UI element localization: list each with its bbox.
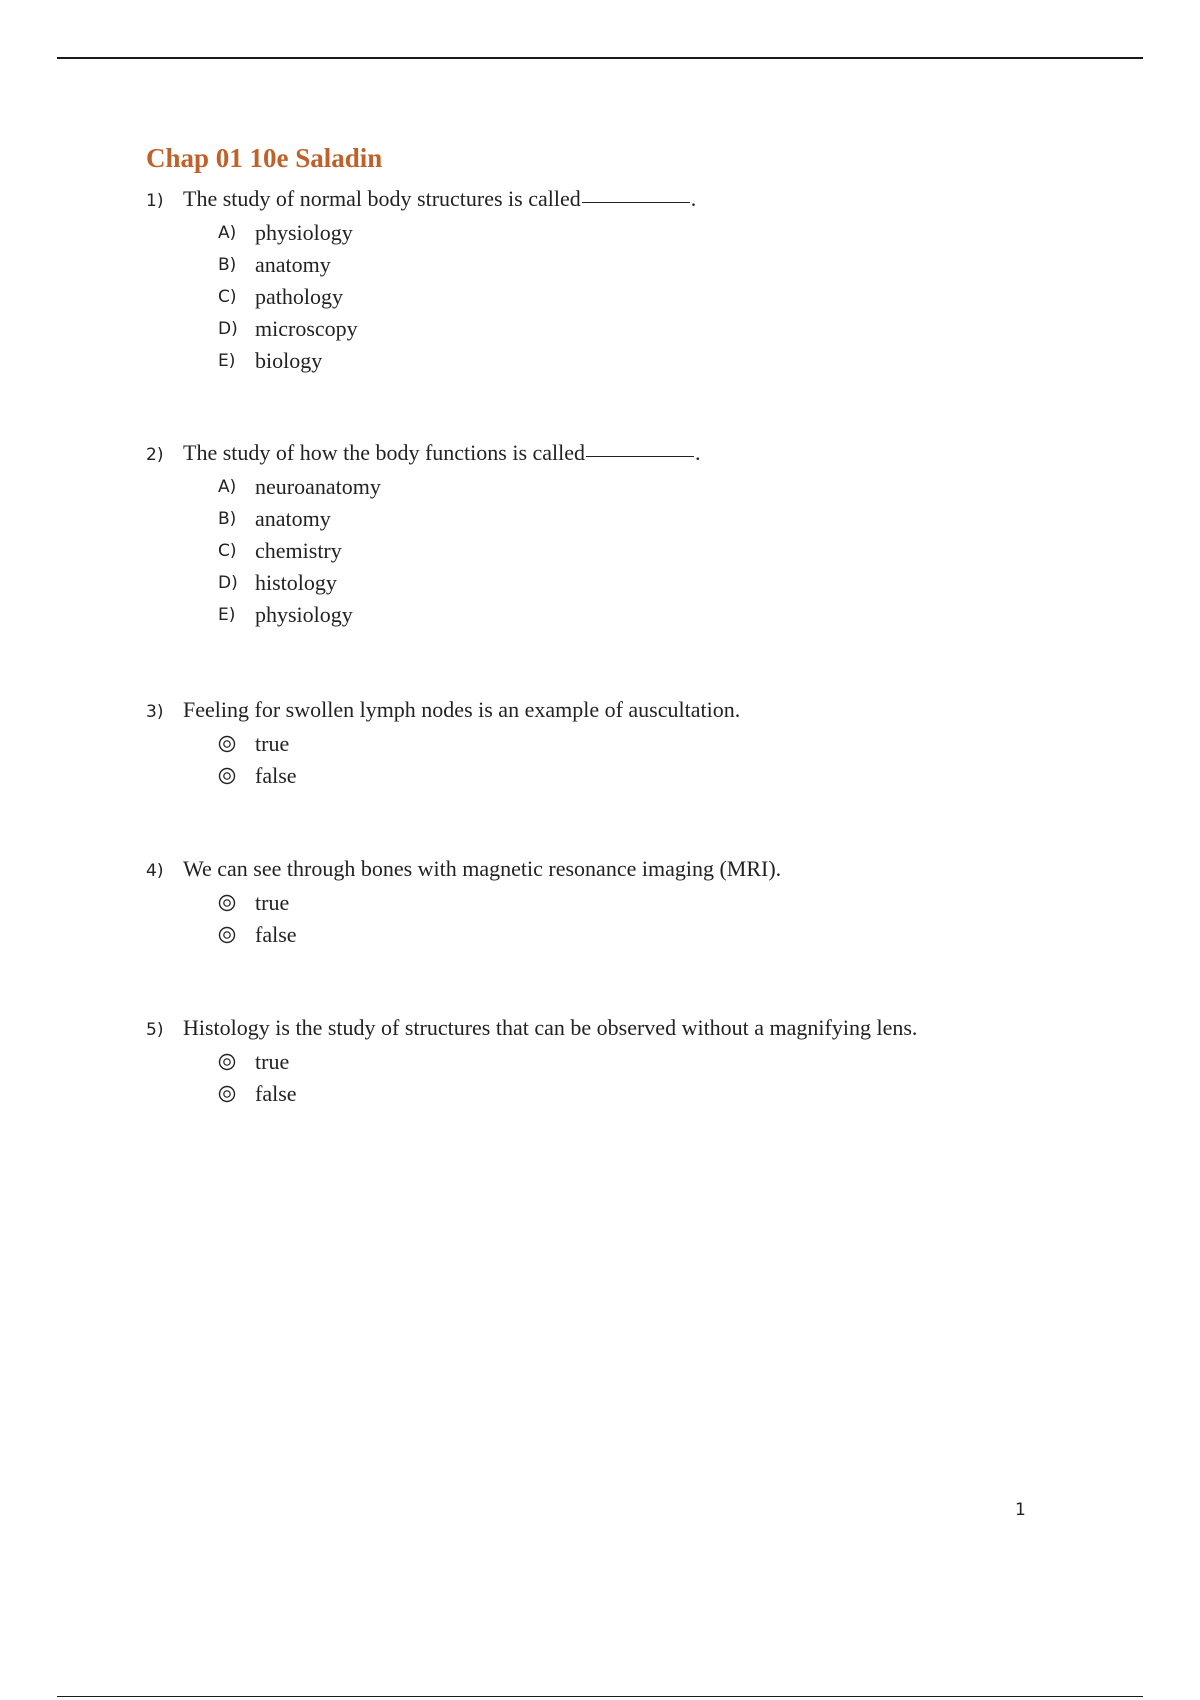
option-c[interactable] [218, 281, 1106, 313]
option-letter: A) [218, 477, 237, 497]
radio-icon[interactable] [218, 767, 255, 785]
option-text: neuroanatomy [255, 474, 381, 499]
option-letter: E) [218, 605, 236, 625]
radio-icon[interactable] [218, 894, 255, 912]
option-text: false [255, 763, 297, 788]
top-rule [57, 57, 1143, 59]
option-text: true [255, 731, 290, 756]
question-text: Histology is the study of structures that can be observed without a magnifying lens. [183, 1015, 918, 1040]
question-stem [146, 694, 1106, 728]
question-text: The study of how the body functions is called . [183, 440, 701, 465]
option-d[interactable] [218, 313, 1106, 345]
option-true[interactable] [218, 728, 1106, 760]
options-list [146, 1046, 1106, 1110]
option-text: pathology [255, 284, 343, 309]
option-letter: B) [218, 255, 237, 275]
question-number: 5) [146, 1020, 164, 1040]
option-true[interactable] [218, 1046, 1106, 1078]
option-text: anatomy [255, 252, 331, 277]
option-d[interactable] [218, 567, 1106, 599]
question-5 [146, 1012, 1106, 1110]
option-a[interactable] [218, 217, 1106, 249]
option-text: microscopy [255, 316, 358, 341]
option-a[interactable] [218, 471, 1106, 503]
option-letter: B) [218, 509, 237, 529]
option-text: physiology [255, 220, 353, 245]
options-list [146, 217, 1106, 377]
option-false[interactable] [218, 1078, 1106, 1110]
radio-icon[interactable] [218, 735, 255, 753]
radio-icon[interactable] [218, 926, 255, 944]
document-title: Chap 01 10e Saladin [146, 143, 383, 173]
option-letter: D) [218, 573, 238, 593]
question-3 [146, 694, 1106, 792]
option-letter: C) [218, 541, 237, 561]
question-number: 2) [146, 445, 164, 465]
option-text: biology [255, 348, 323, 373]
option-c[interactable] [218, 535, 1106, 567]
question-text: The study of normal body structures is called . [183, 186, 697, 211]
option-b[interactable] [218, 249, 1106, 281]
option-text: true [255, 1049, 290, 1074]
option-b[interactable] [218, 503, 1106, 535]
question-text: Feeling for swollen lymph nodes is an example of auscultation. [183, 697, 741, 722]
page-number: 1 [1015, 1500, 1026, 1520]
answer-blank [582, 202, 690, 203]
question-4 [146, 853, 1106, 951]
question-stem [146, 1012, 1106, 1046]
options-list [146, 887, 1106, 951]
option-text: histology [255, 570, 337, 595]
question-text: We can see through bones with magnetic resonance imaging (MRI). [183, 856, 782, 881]
question-stem [146, 853, 1106, 887]
question-1 [146, 183, 1106, 377]
question-number: 3) [146, 702, 164, 722]
option-text: anatomy [255, 506, 331, 531]
option-letter: C) [218, 287, 237, 307]
answer-blank [586, 456, 694, 457]
option-text: chemistry [255, 538, 342, 563]
question-stem [146, 183, 1106, 217]
option-true[interactable] [218, 887, 1106, 919]
question-number: 1) [146, 191, 164, 211]
options-list [146, 471, 1106, 631]
option-false[interactable] [218, 760, 1106, 792]
option-text: false [255, 1081, 297, 1106]
question-number: 4) [146, 861, 164, 881]
option-letter: E) [218, 351, 236, 371]
radio-icon[interactable] [218, 1053, 255, 1071]
bottom-rule [57, 1696, 1143, 1697]
option-text: physiology [255, 602, 353, 627]
question-2 [146, 437, 1106, 631]
option-letter: A) [218, 223, 237, 243]
option-letter: D) [218, 319, 238, 339]
option-text: false [255, 922, 297, 947]
radio-icon[interactable] [218, 1085, 255, 1103]
question-stem [146, 437, 1106, 471]
option-false[interactable] [218, 919, 1106, 951]
option-e[interactable] [218, 345, 1106, 377]
options-list [146, 728, 1106, 792]
option-e[interactable] [218, 599, 1106, 631]
option-text: true [255, 890, 290, 915]
